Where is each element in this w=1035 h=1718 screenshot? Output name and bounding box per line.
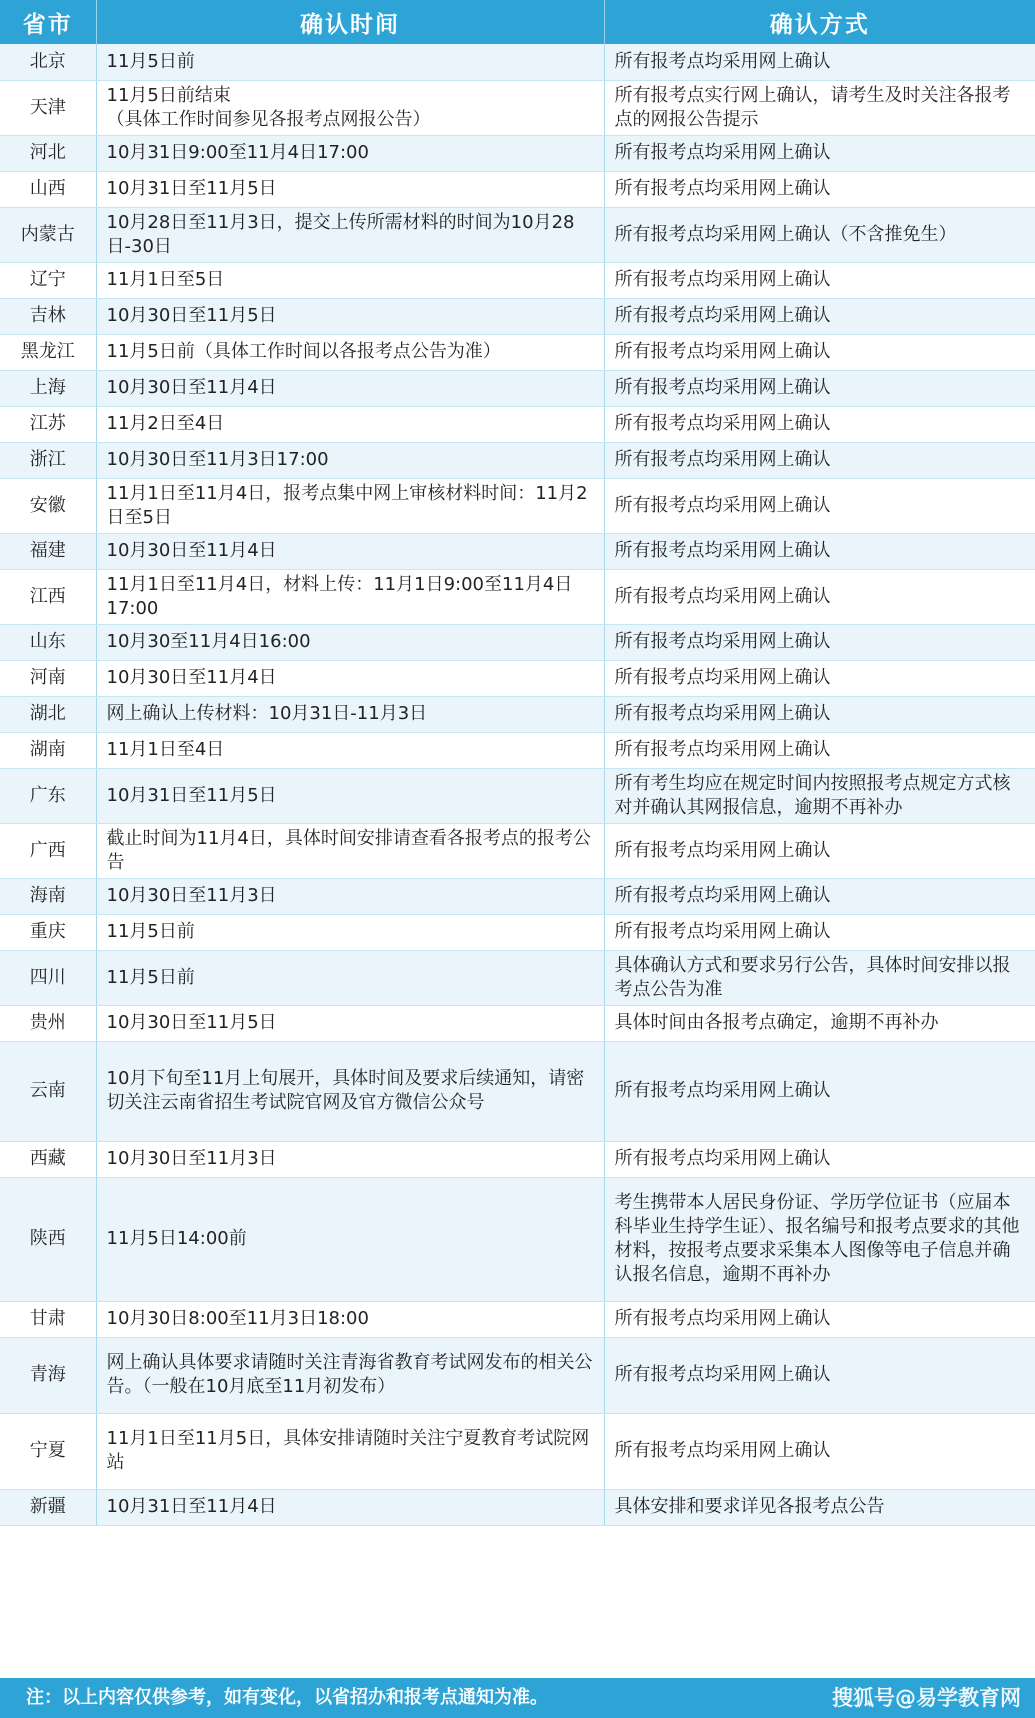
province-cell: 吉林 xyxy=(0,298,96,334)
table-row xyxy=(0,533,1035,569)
table-row xyxy=(0,1489,1035,1525)
time-cell: 11月1日至4日 xyxy=(96,732,604,768)
province-cell: 海南 xyxy=(0,878,96,914)
header-province: 省市 xyxy=(0,0,96,44)
time-cell: 10月28日至11月3日，提交上传所需材料的时间为10月28日-30日 xyxy=(96,207,604,262)
province-cell: 广西 xyxy=(0,823,96,878)
table-row xyxy=(0,732,1035,768)
province-cell: 四川 xyxy=(0,950,96,1005)
province-cell: 新疆 xyxy=(0,1489,96,1525)
table-row xyxy=(0,569,1035,624)
method-cell: 所有报考点均采用网上确认 xyxy=(604,370,1035,406)
method-cell: 所有报考点均采用网上确认 xyxy=(604,660,1035,696)
method-cell: 所有报考点均采用网上确认 xyxy=(604,44,1035,80)
province-cell: 内蒙古 xyxy=(0,207,96,262)
table-row xyxy=(0,696,1035,732)
footer-note-bar xyxy=(0,1678,1035,1718)
time-cell: 10月31日9:00至11月4日17:00 xyxy=(96,135,604,171)
province-cell: 河北 xyxy=(0,135,96,171)
table-row xyxy=(0,334,1035,370)
method-cell: 所有报考点均采用网上确认 xyxy=(604,533,1035,569)
time-cell: 11月5日前 xyxy=(96,44,604,80)
province-cell: 山西 xyxy=(0,171,96,207)
method-cell: 所有报考点均采用网上确认 xyxy=(604,878,1035,914)
time-cell: 10月30日至11月3日 xyxy=(96,1141,604,1177)
time-cell: 截止时间为11月4日，具体时间安排请查看各报考点的报考公告 xyxy=(96,823,604,878)
method-cell: 所有报考点均采用网上确认（不含推免生） xyxy=(604,207,1035,262)
time-cell: 10月31日至11月4日 xyxy=(96,1489,604,1525)
table-row xyxy=(0,950,1035,1005)
method-cell: 考生携带本人居民身份证、学历学位证书（应届本科毕业生持学生证）、报名编号和报考点要求的其他材料，按报考点要求采集本人图像等电子信息并确认报名信息，逾期不再补办 xyxy=(604,1177,1035,1301)
table-row xyxy=(0,1041,1035,1141)
table-row xyxy=(0,1413,1035,1489)
method-cell: 所有报考点均采用网上确认 xyxy=(604,262,1035,298)
table-row xyxy=(0,478,1035,533)
table-header xyxy=(0,0,1035,44)
method-cell: 所有报考点均采用网上确认 xyxy=(604,442,1035,478)
time-cell: 11月1日至11月4日，报考点集中网上审核材料时间：11月2日至5日 xyxy=(96,478,604,533)
time-cell: 10月30日至11月3日17:00 xyxy=(96,442,604,478)
province-cell: 青海 xyxy=(0,1337,96,1413)
time-cell: 10月30至11月4日16:00 xyxy=(96,624,604,660)
time-cell: 11月2日至4日 xyxy=(96,406,604,442)
time-cell: 10月31日至11月5日 xyxy=(96,768,604,823)
time-cell: 11月5日前（具体工作时间以各报考点公告为准） xyxy=(96,334,604,370)
province-cell: 安徽 xyxy=(0,478,96,533)
method-cell: 所有报考点均采用网上确认 xyxy=(604,696,1035,732)
method-cell: 所有报考点均采用网上确认 xyxy=(604,334,1035,370)
province-cell: 上海 xyxy=(0,370,96,406)
province-cell: 湖北 xyxy=(0,696,96,732)
time-cell: 11月5日前 xyxy=(96,950,604,1005)
table-row xyxy=(0,768,1035,823)
province-cell: 山东 xyxy=(0,624,96,660)
method-cell: 所有报考点均采用网上确认 xyxy=(604,298,1035,334)
method-cell: 所有报考点均采用网上确认 xyxy=(604,135,1035,171)
table-row xyxy=(0,370,1035,406)
time-cell: 11月1日至5日 xyxy=(96,262,604,298)
header-time: 确认时间 xyxy=(96,0,604,44)
method-cell: 所有考生均应在规定时间内按照报考点规定方式核对并确认其网报信息，逾期不再补办 xyxy=(604,768,1035,823)
method-cell: 具体确认方式和要求另行公告，具体时间安排以报考点公告为准 xyxy=(604,950,1035,1005)
province-cell: 河南 xyxy=(0,660,96,696)
table-row xyxy=(0,1141,1035,1177)
table-row xyxy=(0,1301,1035,1337)
time-cell: 11月1日至11月4日，材料上传：11月1日9:00至11月4日17:00 xyxy=(96,569,604,624)
time-cell: 10月30日8:00至11月3日18:00 xyxy=(96,1301,604,1337)
time-cell: 10月30日至11月3日 xyxy=(96,878,604,914)
table-row xyxy=(0,442,1035,478)
method-cell: 所有报考点均采用网上确认 xyxy=(604,171,1035,207)
method-cell: 具体时间由各报考点确定，逾期不再补办 xyxy=(604,1005,1035,1041)
province-cell: 云南 xyxy=(0,1041,96,1141)
method-cell: 所有报考点均采用网上确认 xyxy=(604,1413,1035,1489)
method-cell: 所有报考点均采用网上确认 xyxy=(604,1141,1035,1177)
table-row xyxy=(0,207,1035,262)
time-cell: 10月下旬至11月上旬展开，具体时间及要求后续通知，请密切关注云南省招生考试院官网及官方微信公众号 xyxy=(96,1041,604,1141)
method-cell: 所有报考点均采用网上确认 xyxy=(604,569,1035,624)
province-cell: 天津 xyxy=(0,80,96,135)
method-cell: 所有报考点均采用网上确认 xyxy=(604,1337,1035,1413)
table-row xyxy=(0,660,1035,696)
time-cell: 11月5日14:00前 xyxy=(96,1177,604,1301)
province-cell: 北京 xyxy=(0,44,96,80)
province-cell: 陕西 xyxy=(0,1177,96,1301)
time-cell: 11月5日前结束 （具体工作时间参见各报考点网报公告） xyxy=(96,80,604,135)
province-cell: 宁夏 xyxy=(0,1413,96,1489)
time-cell: 10月30日至11月4日 xyxy=(96,660,604,696)
header-row xyxy=(0,0,1035,44)
table-row xyxy=(0,406,1035,442)
province-cell: 广东 xyxy=(0,768,96,823)
time-cell: 网上确认上传材料：10月31日-11月3日 xyxy=(96,696,604,732)
time-cell: 10月30日至11月5日 xyxy=(96,1005,604,1041)
table-row xyxy=(0,1337,1035,1413)
province-cell: 贵州 xyxy=(0,1005,96,1041)
time-cell: 10月30日至11月4日 xyxy=(96,533,604,569)
province-cell: 江西 xyxy=(0,569,96,624)
method-cell: 所有报考点均采用网上确认 xyxy=(604,823,1035,878)
table-row xyxy=(0,878,1035,914)
time-cell: 10月31日至11月5日 xyxy=(96,171,604,207)
table-row xyxy=(0,823,1035,878)
province-cell: 湖南 xyxy=(0,732,96,768)
time-cell: 11月1日至11月5日，具体安排请随时关注宁夏教育考试院网站 xyxy=(96,1413,604,1489)
method-cell: 所有报考点均采用网上确认 xyxy=(604,1301,1035,1337)
table-row xyxy=(0,624,1035,660)
table-row xyxy=(0,298,1035,334)
method-cell: 所有报考点均采用网上确认 xyxy=(604,406,1035,442)
table-row xyxy=(0,171,1035,207)
method-cell: 所有报考点均采用网上确认 xyxy=(604,914,1035,950)
time-cell: 11月5日前 xyxy=(96,914,604,950)
table-row xyxy=(0,914,1035,950)
method-cell: 所有报考点实行网上确认，请考生及时关注各报考点的网报公告提示 xyxy=(604,80,1035,135)
time-cell: 网上确认具体要求请随时关注青海省教育考试网发布的相关公告。（一般在10月底至11月初发布） xyxy=(96,1337,604,1413)
province-cell: 福建 xyxy=(0,533,96,569)
table-row xyxy=(0,262,1035,298)
watermark: 搜狐号@易学教育网 xyxy=(832,1686,1021,1710)
province-cell: 辽宁 xyxy=(0,262,96,298)
method-cell: 所有报考点均采用网上确认 xyxy=(604,732,1035,768)
table-row xyxy=(0,135,1035,171)
table-row xyxy=(0,44,1035,80)
table-row xyxy=(0,1005,1035,1041)
table-row xyxy=(0,80,1035,135)
header-method: 确认方式 xyxy=(604,0,1035,44)
province-cell: 重庆 xyxy=(0,914,96,950)
time-cell: 10月30日至11月5日 xyxy=(96,298,604,334)
province-cell: 甘肃 xyxy=(0,1301,96,1337)
method-cell: 所有报考点均采用网上确认 xyxy=(604,1041,1035,1141)
method-cell: 所有报考点均采用网上确认 xyxy=(604,478,1035,533)
time-cell: 10月30日至11月4日 xyxy=(96,370,604,406)
table-body xyxy=(0,44,1035,1525)
province-cell: 江苏 xyxy=(0,406,96,442)
province-cell: 浙江 xyxy=(0,442,96,478)
province-cell: 黑龙江 xyxy=(0,334,96,370)
method-cell: 所有报考点均采用网上确认 xyxy=(604,624,1035,660)
footer-note: 注：以上内容仅供参考，如有变化，以省招办和报考点通知为准。 xyxy=(26,1687,548,1708)
province-cell: 西藏 xyxy=(0,1141,96,1177)
method-cell: 具体安排和要求详见各报考点公告 xyxy=(604,1489,1035,1525)
table-row xyxy=(0,1177,1035,1301)
